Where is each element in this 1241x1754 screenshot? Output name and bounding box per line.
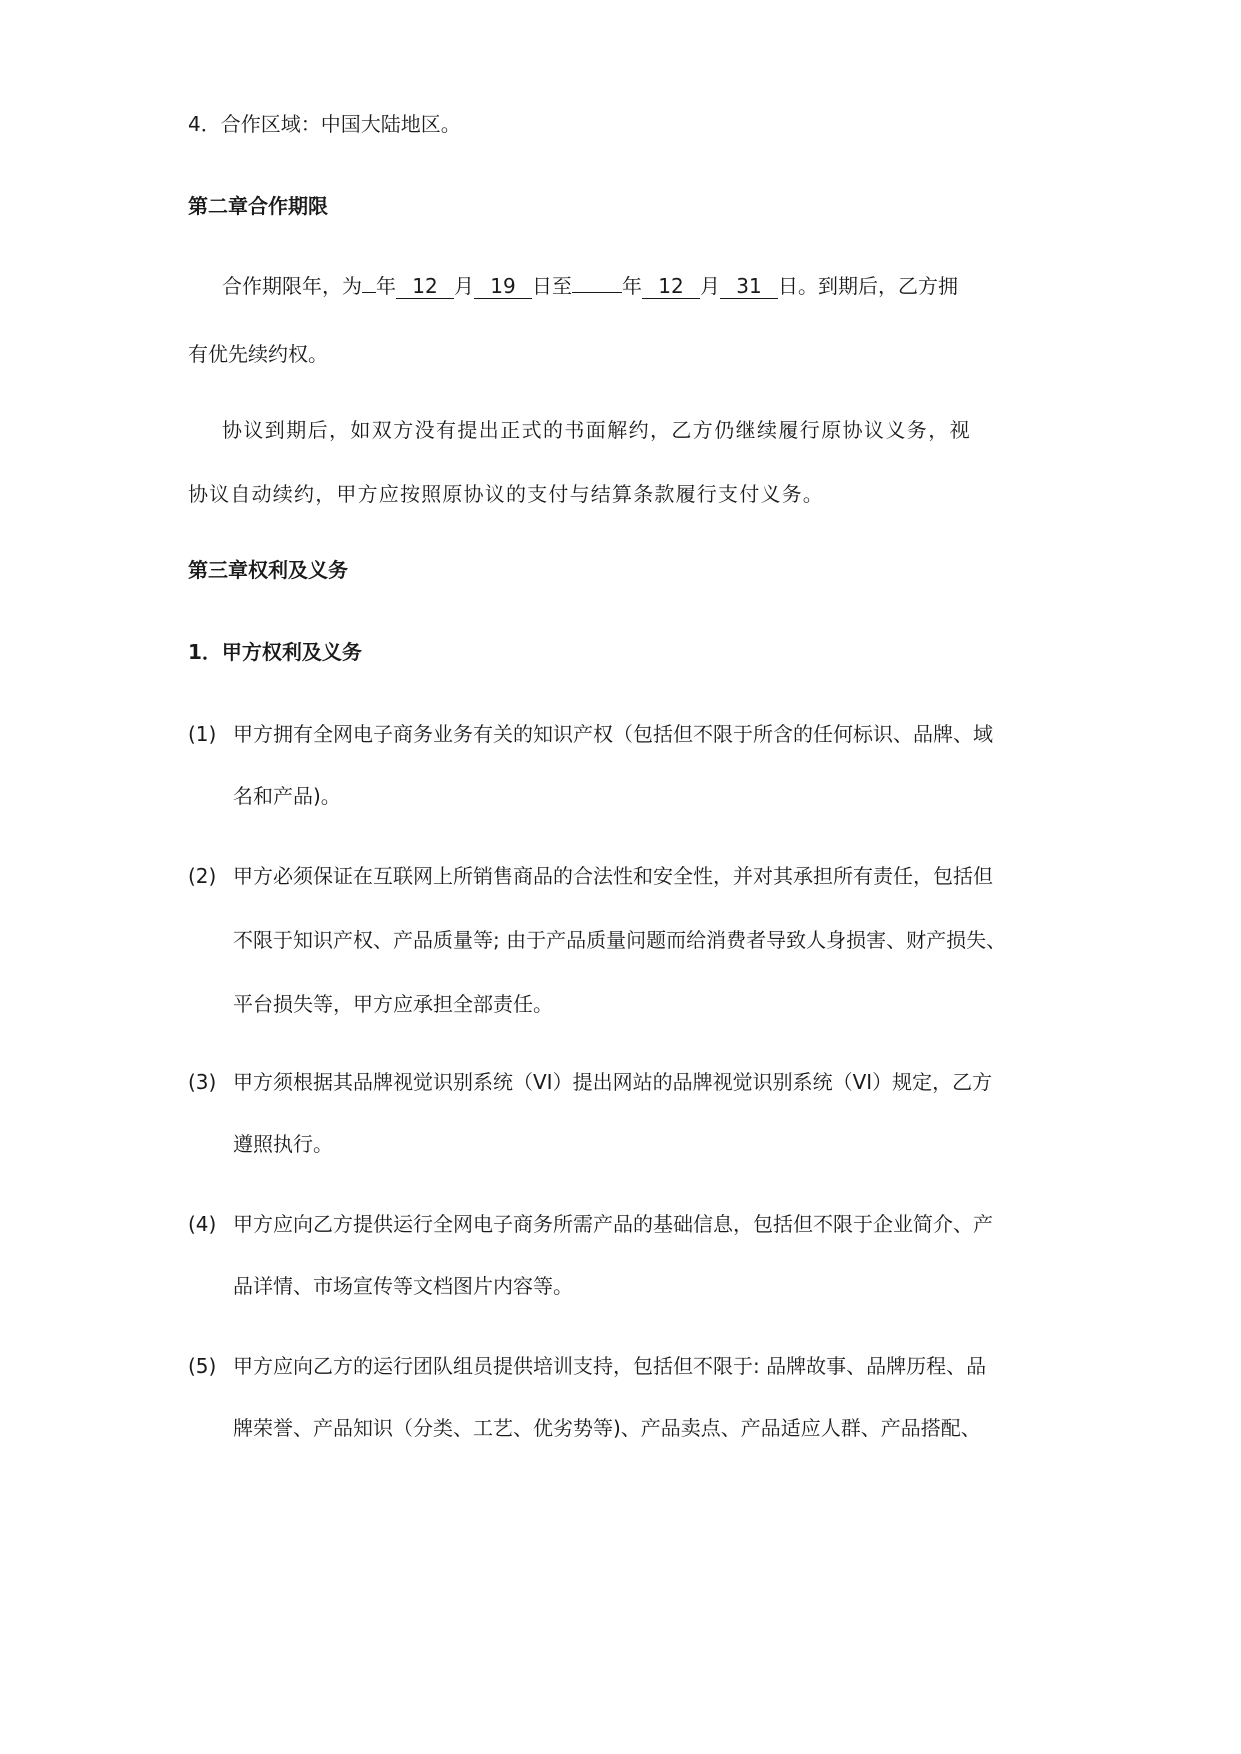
item-number: (2): [188, 864, 217, 888]
day-end-value: 31: [720, 274, 778, 299]
item-number: (4): [188, 1212, 217, 1236]
item-2-line-2: 不限于知识产权、产品质量等; 由于产品质量问题而给消费者导致人身损害、财产损失、: [233, 928, 1007, 952]
item-number: (5): [188, 1354, 217, 1378]
item-1-line-1: 甲方拥有全网电子商务业务有关的知识产权（包括但不限于所含的任何标识、品牌、域: [233, 722, 993, 746]
item-2-line-1: 甲方必须保证在互联网上所销售商品的合法性和安全性，并对其承担所有责任，包括但: [233, 864, 993, 888]
month-label-1: 月: [454, 274, 474, 298]
day-label-1: 日至: [532, 274, 572, 298]
month-start-value: 12: [396, 274, 454, 299]
item-4-line-2: 品详情、市场宣传等文档图片内容等。: [233, 1274, 573, 1298]
month-end-value: 12: [642, 274, 700, 299]
year-label-2: 年: [622, 274, 642, 298]
day-start-value: 19: [474, 274, 532, 299]
month-label-2: 月: [700, 274, 720, 298]
item-4-line-1: 甲方应向乙方提供运行全网电子商务所需产品的基础信息，包括但不限于企业简介、产: [233, 1212, 993, 1236]
item-1-line-2: 名和产品)。: [233, 784, 341, 808]
section-4-cooperation-region: 4．合作区域：中国大陆地区。: [188, 112, 461, 136]
item-3-line-1: 甲方须根据其品牌视觉识别系统（VI）提出网站的品牌视觉识别系统（VI）规定，乙方: [233, 1070, 993, 1094]
item-number: (1): [188, 722, 217, 746]
year-label-1: 年: [376, 274, 396, 298]
item-5-line-2: 牌荣誉、产品知识（分类、工艺、优劣势等)、产品卖点、产品适应人群、产品搭配、: [233, 1416, 981, 1440]
year-end-value: [572, 292, 622, 293]
priority-renewal-line: 有优先续约权。: [188, 342, 328, 366]
renewal-paragraph-line-1: 协议到期后，如双方没有提出正式的书面解约，乙方仍继续履行原协议义务，视: [222, 418, 971, 442]
cooperation-period-line: [222, 272, 1058, 300]
chapter-3-title: 第三章权利及义务: [188, 558, 348, 582]
item-3-line-2: 遵照执行。: [233, 1132, 333, 1156]
party-a-rights-heading: 1．甲方权利及义务: [188, 640, 362, 664]
chapter-2-title: 第二章合作期限: [188, 194, 328, 218]
item-5-line-1: 甲方应向乙方的运行团队组员提供培训支持，包括但不限于: 品牌故事、品牌历程、品: [233, 1354, 987, 1378]
item-number: (3): [188, 1070, 217, 1094]
day-label-2: 日。到期后，乙方拥: [778, 274, 958, 298]
period-prefix: 合作期限年，为: [222, 274, 362, 298]
renewal-paragraph-line-2: 协议自动续约，甲方应按照原协议的支付与结算条款履行支付义务。: [188, 482, 824, 506]
item-2-line-3: 平台损失等，甲方应承担全部责任。: [233, 992, 553, 1016]
blank-year-start: [362, 292, 376, 293]
